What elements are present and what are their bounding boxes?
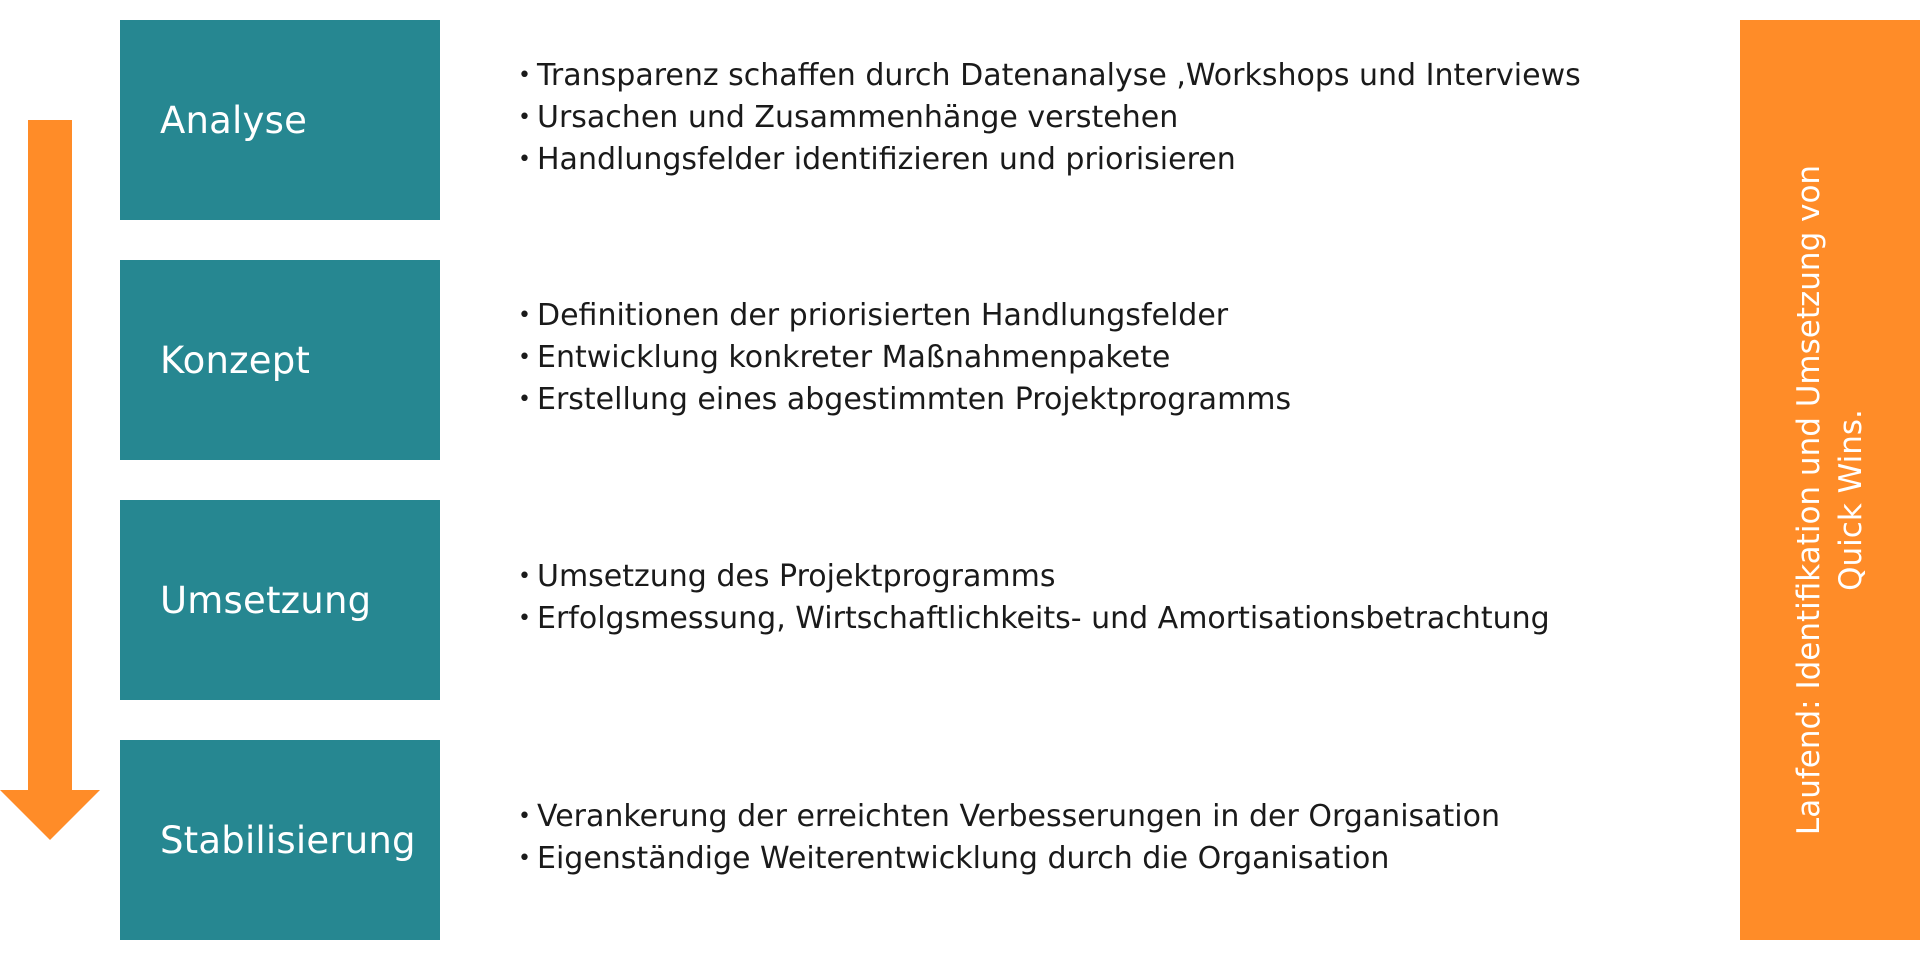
bullet-item: • Eigenständige Weiterentwicklung durch die Organisation <box>518 838 1718 880</box>
process-flow-arrow <box>0 120 100 840</box>
bullet-item: • Erstellung eines abgestimmten Projektprogramms <box>518 379 1718 421</box>
phase-box-stabilisierung <box>120 740 440 940</box>
phase-label: Analyse <box>160 98 308 142</box>
down-arrow-icon <box>0 120 100 840</box>
phase-label: Stabilisierung <box>160 818 416 862</box>
phase-box-konzept <box>120 260 440 460</box>
quick-wins-text: Laufend: Identifikation und Umsetzung von Quick Wins. <box>1791 164 1869 836</box>
bullet-item: • Verankerung der erreichten Verbesserungen in der Organisation <box>518 796 1718 838</box>
bullet-item: • Handlungsfelder identifizieren und priorisieren <box>518 139 1718 181</box>
quick-wins-panel <box>1740 20 1920 940</box>
phase-label: Konzept <box>160 338 311 382</box>
phase-box-analyse <box>120 20 440 220</box>
phase-description-stabilisierung <box>518 796 1718 880</box>
bullet-item: • Ursachen und Zusammenhänge verstehen <box>518 97 1718 139</box>
phase-box-umsetzung <box>120 500 440 700</box>
phase-description-konzept <box>518 295 1718 421</box>
bullet-item: • Erfolgsmessung, Wirtschaftlichkeits- und Amortisationsbetrachtung <box>518 598 1718 640</box>
bullet-item: • Entwicklung konkreter Maßnahmenpakete <box>518 337 1718 379</box>
phase-label: Umsetzung <box>160 578 372 622</box>
phase-description-analyse <box>518 55 1718 181</box>
bullet-item: • Definitionen der priorisierten Handlungsfelder <box>518 295 1718 337</box>
bullet-item: • Umsetzung des Projektprogramms <box>518 556 1718 598</box>
phase-description-umsetzung <box>518 556 1718 640</box>
bullet-item: • Transparenz schaffen durch Datenanalyse ,Workshops und Interviews <box>518 55 1718 97</box>
